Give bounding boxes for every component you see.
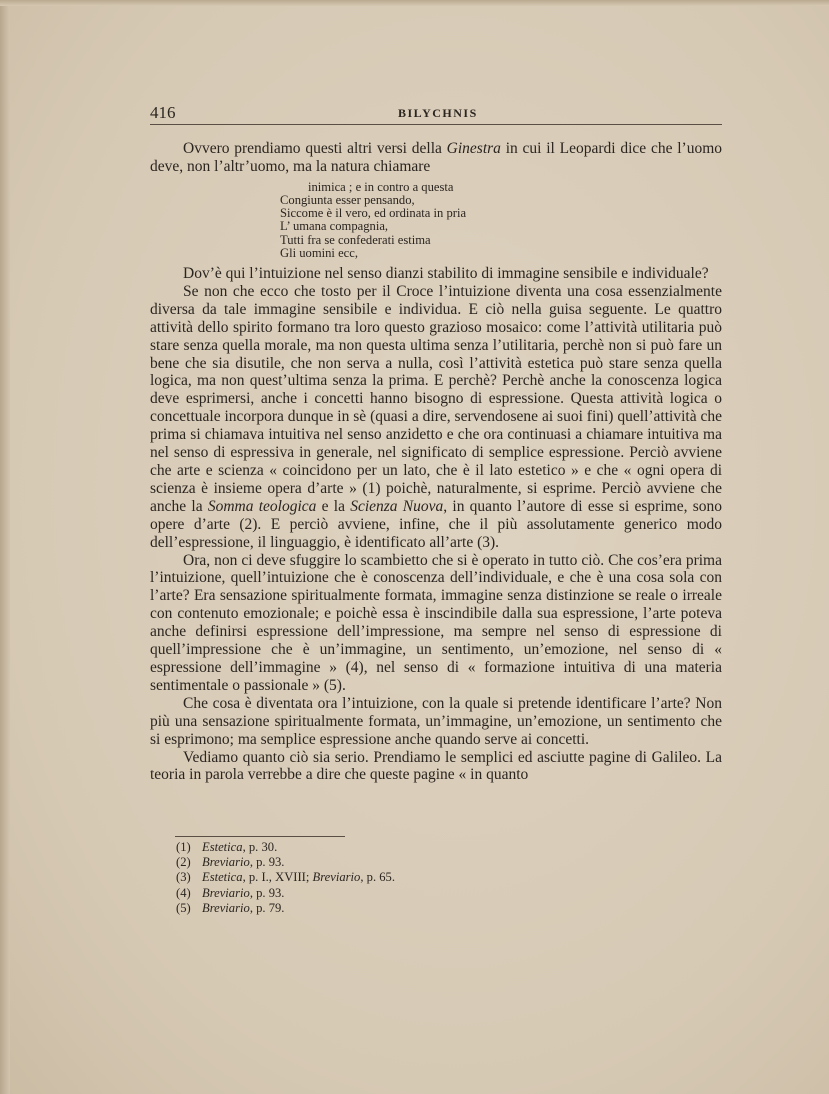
verse-line: L’ umana compagnia, (280, 219, 389, 234)
footnote-4 (176, 886, 596, 901)
footnote-work-title: Breviario (202, 885, 250, 900)
page-header (150, 103, 722, 123)
page-edge-shadow (0, 0, 10, 1094)
footnote-text: , p. 93. (249, 855, 285, 870)
paragraph-text: e la (316, 497, 351, 515)
footnote-2 (176, 855, 596, 870)
intro-text: Ovvero prendiamo questi altri versi della (183, 140, 447, 157)
work-title: Ginestra (446, 140, 501, 157)
footnote-work-title: Breviario (202, 900, 250, 915)
paragraph-text: Se non che ecco che tosto per il Croce l’intuizione diventa una cosa essenzialmente diversa da tale immagine sensibile e individua. E ciò nella guisa seguente. Le quattro attività dello spirito formano tra loro questo grazioso mosaico: come l’attività utilitaria può stare senza quella morale, ma non questa ultima senza l’utilitaria, perchè non si può fare un bene che sia disutile, che non serva a nulla, così l’attività estetica può stare senza quella logica, ma non quest’ultima senza la prima. E perchè? Perchè anche la conoscenza logica deve esprimersi, anche i concetti hanno bisogno di espressione. Questa attività logica o concettuale incorpora dunque in sè (quasi a dire, servendosene ai suoi fini) quell’attività che prima si chiamava intuitiva nel senso anzidetto e che ora continuasi a chiamare intuitiva ma nel senso di espressiva in generale, nel significato di semplice espressione. Perciò avviene che arte e scienza « coincidono per un lato, che è il lato estetico » e che « ogni opera di scienza è insieme opera d’arte » (1) poichè, naturalmente, si esprime. Perciò avviene che anche la (150, 282, 722, 515)
footnote-text: , p. 93. (249, 885, 285, 900)
footnote-text: , p. I., XVIII; (242, 870, 313, 885)
footnote-work-title: Estetica (202, 870, 243, 885)
article-body (150, 140, 722, 784)
verse-line: Congiunta esser pensando, (280, 193, 415, 208)
footnotes (176, 840, 596, 916)
running-head: BILYCHNIS (398, 106, 478, 120)
page-top-edge (0, 0, 829, 6)
paragraph-intuizione-diventata: Che cosa è diventata ora l’intuizione, con la quale si pretende identificare l’arte? Non più una sensazione spiritualmente formata, un’immagine, un’emozione, un sentimento che si esprimono; ma semplice espressione anche quando serve ai concetti. (150, 694, 722, 748)
paragraph-question: Dov’è qui l’intuizione nel senso dianzi stabilito di immagine sensibile e individuale? (183, 265, 709, 283)
verse-quotation (280, 181, 722, 260)
paragraph-croce-intuition (150, 283, 722, 552)
footnote-number: (4) (176, 885, 191, 900)
paragraph-text: , in quanto l’autore di esse si esprime, sono opere d’arte (2). E perciò avviene, infine, che il più assolutamente generico modo dell’espressione, il linguaggio, è identificato all’arte (3). (150, 497, 722, 551)
footnote-text: , p. 30. (242, 840, 278, 854)
footnote-number: (2) (176, 855, 191, 870)
footnote-5 (176, 901, 596, 916)
footnote-3 (176, 870, 596, 885)
intro-text-cont: in cui il Leopardi dice che l’uomo deve, non l’altr’uomo, ma la natura chiamare (150, 140, 722, 175)
footnote-number: (5) (176, 900, 191, 915)
work-title: Scienza Nuova (350, 497, 444, 515)
paragraph-galileo: Vediamo quanto ciò sia serio. Prendiamo le semplici ed asciutte pagine di Galileo. La teoria in parola verrebbe a dire che queste pagine « in quanto (150, 748, 722, 784)
footnote-text: , p. 65. (360, 870, 395, 885)
footnote-1 (176, 840, 596, 855)
footnote-work-title: Breviario (312, 870, 361, 885)
footnote-number: (3) (176, 870, 191, 885)
paragraph-intro (150, 140, 722, 176)
verse-line: Tutti fra se confederati estima (280, 232, 431, 247)
footnote-text: , p. 79. (249, 900, 285, 915)
footnote-rule (175, 836, 345, 837)
header-rule (150, 124, 722, 125)
work-title: Somma teologica (207, 497, 317, 515)
page-number: 416 (150, 103, 176, 122)
paragraph-scambietto: Ora, non ci deve sfuggire lo scambietto che si è operato in tutto ciò. Che cos’era prima l’intuizione, quell’intuizione che è conoscenza dell’individuale, e che è una cosa sola con l’arte? Era sensazione spiritualmente formata, immagine senza distinzione se reale o irreale con contenuto emozionale; e poichè essa è inscindibile dalla sua espressione, l’arte poteva anche definirsi espressione dell’impressione, ma sempre nel senso di espressione di quell’impressione che è un’immagine, un sentimento, un’emozione, nel senso di « espressione dell’immagine » (4), nel senso di « formazione intuitiva di una materia sentimentale o passionale » (5). (150, 551, 722, 694)
verse-line: Gli uomini ecc, (280, 245, 358, 260)
verse-line: inimica ; e in contro a questa (308, 179, 454, 194)
footnote-work-title: Estetica (202, 840, 243, 854)
footnote-number: (1) (176, 840, 191, 854)
footnote-work-title: Breviario (202, 855, 250, 870)
verse-line: Siccome è il vero, ed ordinata in pria (280, 206, 467, 221)
